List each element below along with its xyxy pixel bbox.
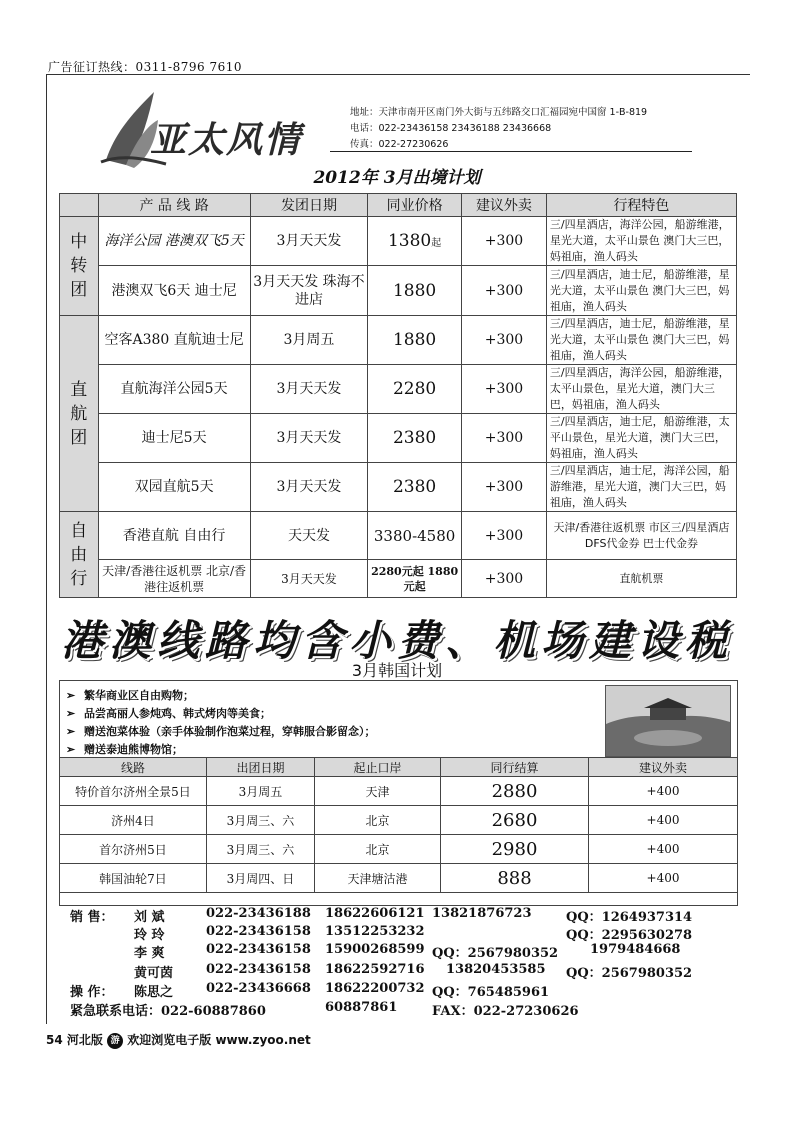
magazine-badge-icon: 游	[107, 1033, 123, 1049]
price-cell: 2280	[368, 365, 462, 414]
company-fax-footer: FAX：022-27230626	[432, 1004, 579, 1019]
brand-logo-text: 亚太风情	[150, 120, 303, 161]
contact-line-emergency	[70, 1000, 750, 1018]
contact-mobile: 15900268599	[325, 942, 425, 957]
suggest-cell: +300	[462, 266, 547, 316]
korea-bullet: ➢ 赠送泰迪熊博物馆；	[66, 743, 183, 756]
table-row	[60, 316, 737, 365]
contact-line	[70, 924, 750, 942]
contact-tel: 022-23436188	[206, 906, 311, 921]
column-header: 建议外卖	[589, 758, 738, 777]
group-header-cell	[60, 194, 99, 217]
contact-line-operator	[70, 981, 750, 999]
table-row	[60, 864, 738, 893]
page-footer	[46, 1031, 311, 1049]
suggest-cell: +400	[589, 806, 738, 835]
palace-image-icon	[606, 686, 730, 756]
table-row	[60, 777, 738, 806]
price-cell: 1880	[368, 266, 462, 316]
contact-qq: QQ：2295630278	[566, 928, 693, 943]
contact-mobile: 13512253232	[325, 924, 425, 939]
contact-name: 李 爽	[134, 946, 165, 961]
product-cell: 迪士尼5天	[98, 414, 250, 463]
arrow-bullet-icon: ➢	[66, 707, 76, 720]
column-header: 线路	[60, 758, 207, 777]
column-header: 产 品 线 路	[98, 194, 250, 217]
table-row	[60, 806, 738, 835]
price-cell: 2680	[441, 806, 589, 835]
page-number: 54 河北版	[46, 1033, 103, 1047]
plan-title: 2012年 3月出境计划	[313, 168, 481, 188]
arrow-bullet-icon: ➢	[66, 689, 76, 702]
footer-link-text: 欢迎浏览电子版 www.zyoo.net	[127, 1033, 311, 1047]
emergency-phone-2: 60887861	[325, 1000, 398, 1015]
outbound-plan-table	[59, 193, 737, 598]
product-cell: 港澳双飞6天 迪士尼	[98, 266, 250, 316]
product-cell: 香港直航 自由行	[98, 512, 250, 560]
contact-qq: QQ：1264937314	[566, 910, 693, 925]
route-cell: 济州4日	[60, 806, 207, 835]
price-cell: 1380起	[368, 217, 462, 266]
features-cell: 天津/香港往返机票 市区三/四星酒店 DFS代金券 巴士代金券	[546, 512, 736, 560]
group-label: 直航团	[60, 316, 99, 512]
features-cell: 三/四星酒店，海洋公园，船游维港，星光大道，太平山景色 澳门大三巴，妈祖庙，渔人码头	[546, 217, 736, 266]
product-cell: 海洋公园 港澳双飞5天	[98, 217, 250, 266]
features-cell: 三/四星酒店，迪士尼，船游维港，星光大道，太平山景色 澳门大三巴，妈祖庙，渔人码头	[546, 266, 736, 316]
group-label: 自由行	[60, 512, 99, 598]
arrow-bullet-icon: ➢	[66, 725, 76, 738]
suggest-cell: +300	[462, 560, 547, 598]
contact-mobile: 18622592716	[325, 962, 425, 977]
korea-plan-table	[59, 757, 738, 893]
features-cell: 三/四星酒店，海洋公园，船游维港，太平山景色，星光大道，澳门大三巴，妈祖庙，渔人码头	[546, 365, 736, 414]
contact-line	[70, 942, 750, 960]
contact-line	[70, 962, 750, 980]
ad-hotline: 广告征订热线：0311-8796 7610	[48, 60, 242, 74]
contact-extra: QQ：2567980352	[432, 946, 559, 961]
column-header: 同行结算	[441, 758, 589, 777]
port-cell: 天津塘沽港	[315, 864, 441, 893]
price-cell: 2980	[441, 835, 589, 864]
group-label: 中转团	[60, 217, 99, 316]
table-row	[60, 365, 737, 414]
price-cell: 2280元起 1880元起	[368, 560, 462, 598]
date-cell: 3月天天发 珠海不进店	[250, 266, 368, 316]
table-row	[60, 463, 737, 512]
arrow-bullet-icon: ➢	[66, 743, 76, 756]
frame-rule-top	[46, 74, 750, 75]
suggest-cell: +300	[462, 365, 547, 414]
date-cell: 3月周四、日	[207, 864, 315, 893]
price-cell: 2380	[368, 414, 462, 463]
table-row	[60, 266, 737, 316]
price-cell: 1880	[368, 316, 462, 365]
features-cell: 直航机票	[546, 560, 736, 598]
suggest-cell: +300	[462, 414, 547, 463]
product-cell: 直航海洋公园5天	[98, 365, 250, 414]
emergency-phone: 紧急联系电话：022-60887860	[70, 1004, 266, 1019]
date-cell: 3月周五	[250, 316, 368, 365]
frame-rule-left	[46, 74, 47, 1024]
features-cell: 三/四星酒店，迪士尼，海洋公园，船游维港，星光大道，澳门大三巴，妈祖庙，渔人码头	[546, 463, 736, 512]
product-cell: 天津/香港往返机票 北京/香港往返机票	[98, 560, 250, 598]
table-row	[60, 512, 737, 560]
suggest-cell: +300	[462, 217, 547, 266]
korea-bullet: ➢ 赠送泡菜体验（亲手体验制作泡菜过程，穿韩服合影留念）；	[66, 725, 376, 738]
table-row	[60, 835, 738, 864]
contact-name: 陈思之	[134, 985, 174, 1000]
suggest-cell: +400	[589, 864, 738, 893]
contact-mobile: 18622200732	[325, 981, 425, 996]
korea-bullet: ➢ 品尝高丽人参炖鸡、韩式烤肉等美食；	[66, 707, 271, 720]
route-cell: 首尔济州5日	[60, 835, 207, 864]
sales-label: 销 售：	[70, 910, 114, 925]
korea-plan-title: 3月韩国计划	[351, 661, 443, 680]
contact-line-sales	[70, 906, 750, 924]
suggest-cell: +300	[462, 463, 547, 512]
contact-name: 黄可茵	[134, 966, 174, 981]
company-fax: 传真：022-27230626	[350, 139, 449, 150]
features-cell: 三/四星酒店，迪士尼，船游维港，星光大道，太平山景色 澳门大三巴，妈祖庙，渔人码头	[546, 316, 736, 365]
contact-qq: 1979484668	[590, 942, 681, 957]
suggest-cell: +300	[462, 316, 547, 365]
slogan-banner: 港澳线路均含小费、机场建设税	[60, 616, 733, 665]
port-cell: 天津	[315, 777, 441, 806]
price-cell: 2880	[441, 777, 589, 806]
korea-bullet: ➢ 繁华商业区自由购物；	[66, 689, 194, 702]
contact-tel: 022-23436668	[206, 981, 311, 996]
contact-name: 刘 斌	[134, 910, 165, 925]
date-cell: 3月天天发	[250, 217, 368, 266]
suggest-cell: +400	[589, 777, 738, 806]
price-cell: 2380	[368, 463, 462, 512]
column-header: 起止口岸	[315, 758, 441, 777]
date-cell: 3月周三、六	[207, 806, 315, 835]
contact-extra: QQ：765485961	[432, 985, 550, 1000]
product-cell: 双园直航5天	[98, 463, 250, 512]
contact-qq: QQ：2567980352	[566, 966, 693, 981]
price-cell: 3380-4580	[368, 512, 462, 560]
column-header: 建议外卖	[462, 194, 547, 217]
port-cell: 北京	[315, 806, 441, 835]
contact-tel: 022-23436158	[206, 942, 311, 957]
date-cell: 3月周三、六	[207, 835, 315, 864]
table-row	[60, 414, 737, 463]
port-cell: 北京	[315, 835, 441, 864]
contact-extra: 13820453585	[446, 962, 546, 977]
date-cell: 3月天天发	[250, 463, 368, 512]
table-row	[60, 217, 737, 266]
contact-name: 玲 玲	[134, 928, 165, 943]
header-rule	[330, 151, 692, 152]
price-cell: 888	[441, 864, 589, 893]
contact-tel: 022-23436158	[206, 962, 311, 977]
table-header-row	[60, 194, 737, 217]
features-cell: 三/四星酒店，迪士尼，船游维港，太平山景色，星光大道，澳门大三巴，妈祖庙，渔人码头	[546, 414, 736, 463]
route-cell: 韩国油轮7日	[60, 864, 207, 893]
contact-extra: 13821876723	[432, 906, 532, 921]
table-row	[60, 560, 737, 598]
date-cell: 天天发	[250, 512, 368, 560]
korea-palace-photo	[605, 685, 731, 757]
date-cell: 3月天天发	[250, 414, 368, 463]
suggest-cell: +300	[462, 512, 547, 560]
contact-mobile: 18622606121	[325, 906, 425, 921]
column-header: 发团日期	[250, 194, 368, 217]
date-cell: 3月周五	[207, 777, 315, 806]
column-header: 出团日期	[207, 758, 315, 777]
contact-tel: 022-23436158	[206, 924, 311, 939]
date-cell: 3月天天发	[250, 365, 368, 414]
table-header-row	[60, 758, 738, 777]
suggest-cell: +400	[589, 835, 738, 864]
company-address: 地址：天津市南开区南门外大街与五纬路交口汇福园宛中国窗 1-B-819	[350, 107, 648, 118]
operator-label: 操 作：	[70, 985, 114, 1000]
route-cell: 特价首尔济州全景5日	[60, 777, 207, 806]
company-phones: 电话：022-23436158 23436188 23436668	[350, 123, 552, 134]
column-header: 行程特色	[546, 194, 736, 217]
product-cell: 空客A380 直航迪士尼	[98, 316, 250, 365]
column-header: 同业价格	[368, 194, 462, 217]
date-cell: 3月天天发	[250, 560, 368, 598]
